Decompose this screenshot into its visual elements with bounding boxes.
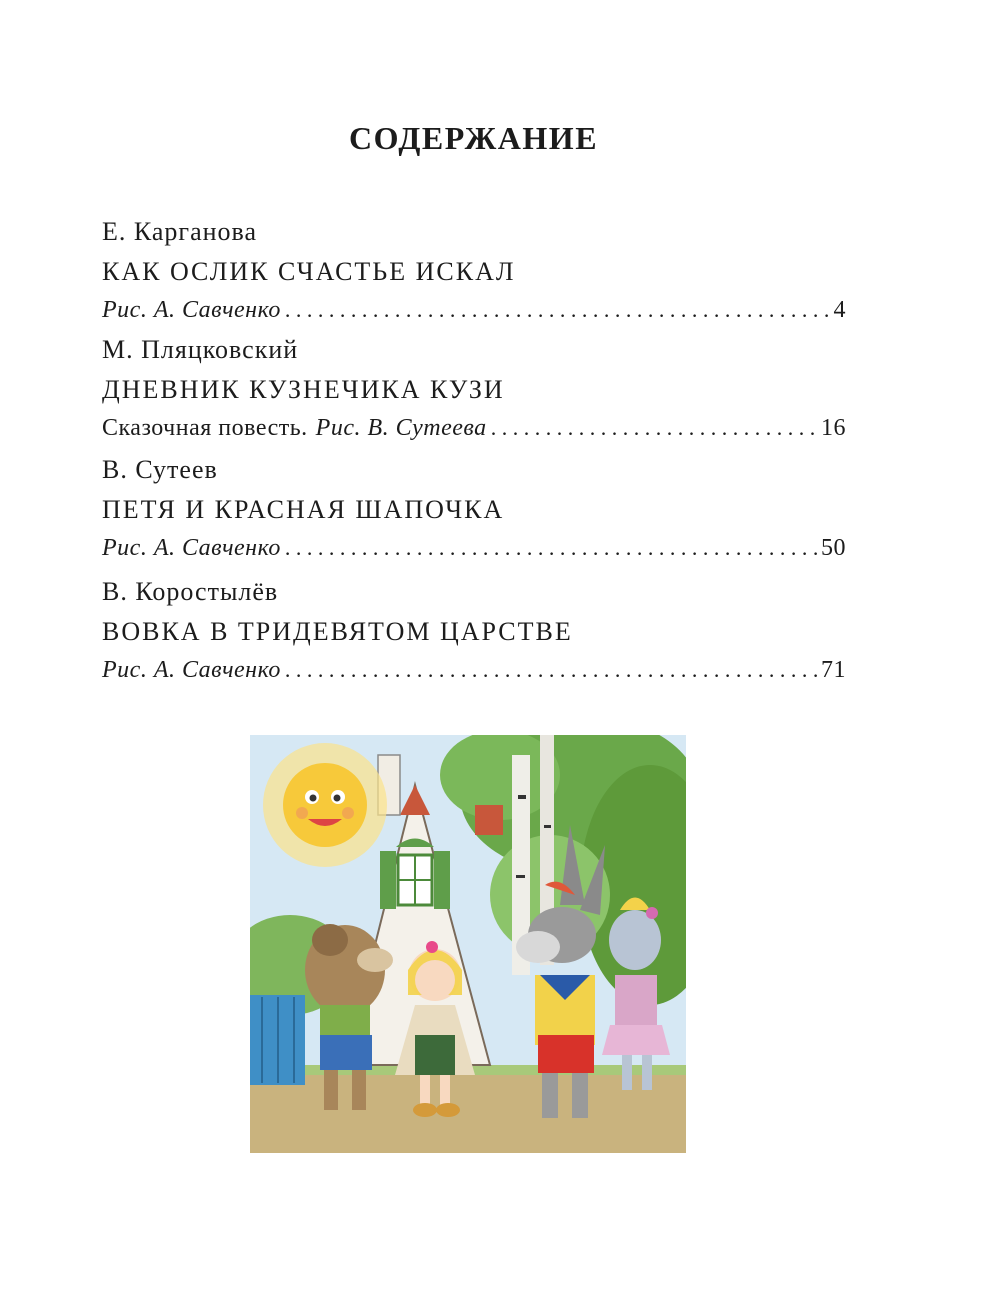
toc-detail-line	[102, 652, 846, 688]
dot-leader	[491, 410, 817, 446]
toc-author: М. Пляцковский	[102, 335, 299, 364]
page-title: СОДЕРЖАНИЕ	[348, 120, 599, 156]
toc-illustrator: Рис. А. Савченко	[102, 297, 281, 323]
toc-work-title: ДНЕВНИК КУЗНЕЧИКА КУЗИ	[102, 375, 505, 404]
dot-leader	[285, 530, 817, 566]
toc-work-title: КАК ОСЛИК СЧАСТЬЕ ИСКАЛ	[102, 257, 516, 286]
toc-detail-line	[102, 410, 846, 446]
toc-entry[interactable]	[102, 572, 846, 688]
dot-leader	[285, 292, 830, 328]
toc-work-title: ВОВКА В ТРИДЕВЯТОМ ЦАРСТВЕ	[102, 617, 573, 646]
toc-description: Сказочная повесть.	[102, 415, 308, 441]
toc-page-number: 16	[821, 415, 846, 441]
toc-page-number: 50	[821, 535, 846, 561]
toc-author: В. Коростылёв	[102, 577, 279, 606]
toc-illustrator: Рис. В. Сутеева	[315, 415, 487, 441]
toc-entry[interactable]	[102, 330, 846, 446]
toc-page-number: 71	[821, 657, 846, 683]
illustration-fairy-tale-characters	[250, 735, 686, 1153]
toc-entry[interactable]	[102, 450, 846, 566]
gate	[250, 995, 305, 1085]
sun	[263, 743, 387, 867]
toc-detail-line	[102, 292, 846, 328]
toc-author: В. Сутеев	[102, 455, 218, 484]
ground	[250, 1065, 686, 1153]
dot-leader	[285, 652, 817, 688]
toc-illustrator: Рис. А. Савченко	[102, 657, 281, 683]
toc-illustrator: Рис. А. Савченко	[102, 535, 281, 561]
toc-entry[interactable]	[102, 212, 846, 328]
toc-page-number: 4	[833, 297, 846, 323]
toc-detail-line	[102, 530, 846, 566]
toc-work-title: ПЕТЯ И КРАСНАЯ ШАПОЧКА	[102, 495, 505, 524]
toc-author: Е. Карганова	[102, 217, 258, 246]
